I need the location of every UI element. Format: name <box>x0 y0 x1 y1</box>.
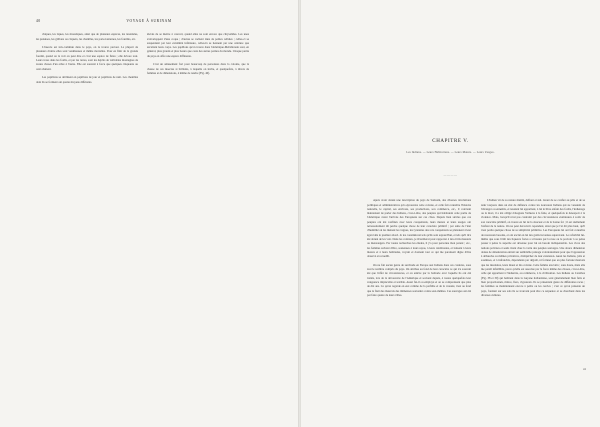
paragraph: chiques, les tiques, les moustiques, ainsi que de plusieurs espèces, les tarentules, les punaises, les grillons ou criquets, les chenilles, les porte-lanternes, les fourmis, etc. <box>36 32 138 41</box>
paragraph: Les papillons se déclinent en papillons de jour et papillons de nuit. Les chenilles dont ils se forment ont quatre moyens différents. <box>36 75 138 84</box>
right-page <box>301 0 600 427</box>
left-page-number: 40 <box>36 19 41 23</box>
chapter-divider: ———— <box>443 173 458 177</box>
paragraph: On ne fait aucun genre de servitude en Europe aux Indiens dans ces contrées, sous tout le nombre compris du pays. On attribue au fond de leur caractère ce qui n'a souvent été que l'effet de circonstances, et on enlève par la barbarie avec laquelle ils ont été traités, lors de la découverte de l'Amérique et souvent depuis, à toutes quelquefois leur vengeance implacable et terrible. Aussi fut-il ou employé et on se comprennent que plus de dix ans. Ce qu'on regarde en eux comme de la perfidie et de la cruauté, n'est au fond que le fruit des mauvais des immenses souvenirs contre eux-mêmes. Ces sauvages ont été par faire quatre de leurs villes. <box>367 262 471 297</box>
left-column-1 <box>36 28 138 88</box>
right-page-number: 41 <box>583 367 586 371</box>
paragraph: C'est un amusement fort pour beaucoup de personnes dans la colonie, que la chasse de ces insectes si brillants, à laquelle on invite, et quelquefois, à divers de femmes et de dimensions, à même de rendre (Fig. 40). <box>147 62 249 75</box>
chapter-summary: Les Indiens. — Leurs Habitations. — Leurs Mœurs. — Leurs Usages. <box>406 151 495 154</box>
paragraph: élevés de se mettre à couvert, quand elles ne sont encore que chrysalides. Les unes s'enveloppent d'une coque ; d'autres se cachent dans de petites cellules ; celles-ci se suspendent par leur extrémité inférieure, celles-là se tiennent par une ceinture que sécrètent leurs corps. Les papillons qu'on trouve dans l'Amérique-Méridionale sont, en général, plus grands et plus beaux que ceux des autres parties du monde. Chaque partie du pays en offre une espèce différente. <box>147 32 249 58</box>
running-head: VOYAGE À SURINAM <box>126 19 172 23</box>
paragraph: L'Indien vit de sa nature mutilé, défiant et nul. Avant de se confier au pêle et de se tenir toujours dans un état de défiance contre les nouveaux Indiens qui ne venaient de l'étranger ou ennemis, et tenaient lui appartient, à lui le libre enfant des forêts, l'indienage ou la mort, il a été obligé d'Auguste Varluzas à la fuite, et quelquefois le désespoir à la violence. Mais, lorsqu'il n'est pas contraint par des circonstances extérieures à sortir de son caractère primitif, on trouve en lui de la douceur et de la bonne foi ; il est réellement l'enfant de la nature. On ne peut découvrir cependant, ainsi que je l'ai dit plus haut, qu'il n'est perdu quelque chose de sa simplicité primitive. Les Européens lui ont fait connaître de nouveaux besoins, et ont excité en lui des goûts inconnus auparavant. Le rafraîchit lui-même que sous l'édit des liqueurs fortes a si hautes par la ruse ou le pouvoir à sa peine passer à peine la superbe est devenue pour lui un besoin indispensable. Les vices des nations policées et seuls tirent chez la vertu des peuples sauvages. Une douce dimension donne de dénaturation entrait sur semblable présage volontairement pour que l'oppression à débauche ou mêmes privatives, d'empêcher de leur extension. Aussi les Indiens, jolis et soumises, et à infranchis, dépendants par dégoût, ni fortuné que en plus fortuné mauvais que les insulaires, leurs maux et ma colonie. Cette femme ans latin ; sans doute, mais elle me paraît infaillible, parce qu'elle est associée par la force même des choses, c'est-à-dire, celle qui appartient à l'industrie, au commerce, à la civilisation. Les Indiens ou Caraïbes (Fig. 38 et 39) qui habitent dans la Guyane hollandaise, sont généralement bien faits et bien proportionnés, mince, fiers, vigoureux. Ils se présentent guère de différentes races ; les femmes se maintiennent encore à petits ou les cercles ; c'est ce qu'on présente un pays, fondant sur ses sols ils se trouvent peut être ce séquence et se cherchent dans les diverses cultures. <box>481 198 585 297</box>
left-column-2 <box>147 28 249 80</box>
left-page <box>0 0 298 427</box>
right-column-2 <box>481 194 585 301</box>
paragraph: L'insecte est très-commun dans le pays, on le trouve partout. La plupart de plusieurs d'entre elles sont venimeuses et même mortelles. Pour en finir de la grande fourmi, quand on la voit on peut dire et c'est une espèce de fléau ; elle dévore tout. Leurs trous dans les forêts, et par les terres, sont les dépôts de véritables montagnes de toutes choses d'un arbre à l'autre. Elle est souvent à force que quelques cinquante ou cent abattent. <box>36 45 138 71</box>
chapter-title: CHAPITRE V. <box>432 139 469 144</box>
paragraph: Après avoir donné une description du pays de Surinam, des diverses révolutions politiques et administratives qu'a éprouvées cette colonie, et celle fait connaître l'histoire naturelle, le capital, ses environs, ses productions, son commerce, etc., il convient maintenant de parler des Indiens, c'est-à-dire, des peuples qui habitaient cette partie de l'Amérique avant l'arrivée des Européens sur ces côtes. Depuis bien siècles que ces peuples ont été confinés avec leurs conquérants, leurs mœurs et leurs usages ont nécessairement dû perdre quelque chose de leur caractère primitif ; par suite de l'état d'humilité où les mènent les vagues, les tyrannies des rois conquérants se plaisaient à leur égard dès le premier abord. Je les considérerai tels qu'ils sont aujourd'hui, et tels qu'il m'a été donné de les voir. Dans les contrées, je m'arrêterai pour rapporter à des écrits mesurés ou mensongers. Par toutes recherches les études, il y'a pour personne mon parent ; etc., les femmes suivant d'être, soutenues à leurs repas, à leurs cérémonies, et laissant à leurs mœurs et à leurs habitudes, voyant et donnant tout ce qui me paraissait digne d'être observé et recueilli. <box>367 198 471 259</box>
right-column-1 <box>367 194 471 301</box>
